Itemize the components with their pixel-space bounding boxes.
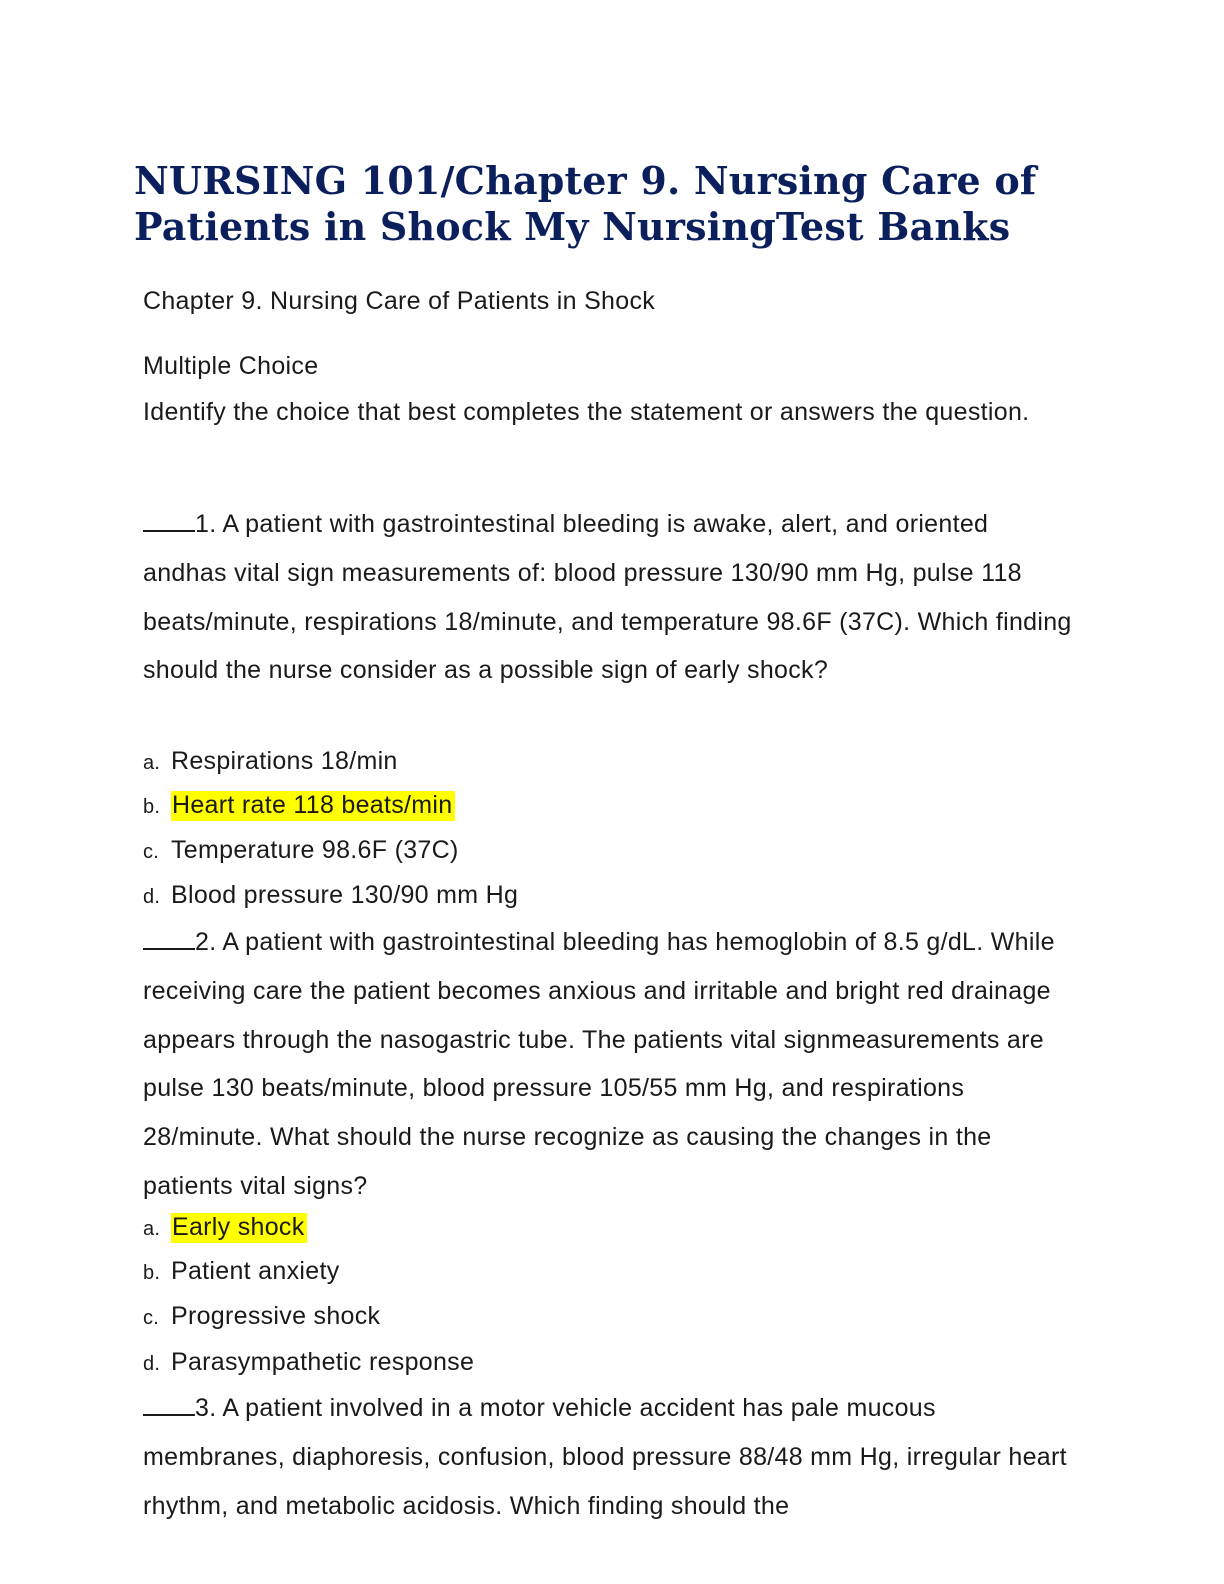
document-title: NURSING 101/Chapter 9. Nursing Care of Patients in Shock My NursingTest Banks xyxy=(134,158,1037,249)
option-text: Blood pressure 130/90 mm Hg xyxy=(171,881,519,909)
question-text: A patient with gastrointestinal bleeding is awake, alert, and oriented andhas vital sign measurements of: blood pressure 130/90 mm Hg, pulse 118 beats/minute, respirations 18/minute, and temperature 98.6F (37C). Which finding should the nurse consider as a possible sign of early shock? xyxy=(143,510,1072,685)
section-label: Multiple Choice xyxy=(143,352,319,380)
question-3 xyxy=(143,1384,1073,1530)
instructions-text: Identify the choice that best completes the statement or answers the question. xyxy=(143,398,1030,426)
highlighted-answer: Heart rate 118 beats/min xyxy=(172,791,453,819)
option-1a xyxy=(143,744,398,780)
option-text: Respirations 18/min xyxy=(171,747,398,775)
option-text: Progressive shock xyxy=(171,1302,381,1330)
option-text: Temperature 98.6F (37C) xyxy=(171,836,459,864)
question-number: 1. xyxy=(195,510,217,538)
option-letter: b. xyxy=(143,1262,161,1284)
option-letter: a. xyxy=(143,1218,161,1240)
option-2b xyxy=(143,1254,340,1290)
option-letter: c. xyxy=(143,841,160,863)
answer-blank xyxy=(143,1390,195,1416)
option-1c xyxy=(143,833,459,869)
question-number: 3. xyxy=(195,1394,217,1422)
option-letter: b. xyxy=(143,796,161,818)
question-2 xyxy=(143,918,1073,1211)
chapter-heading: Chapter 9. Nursing Care of Patients in Shock xyxy=(143,287,656,315)
question-text: A patient involved in a motor vehicle accident has pale mucous membranes, diaphoresis, confusion, blood pressure 88/48 mm Hg, irregular heart rhythm, and metabolic acidosis. Which finding should the xyxy=(143,1394,1067,1520)
option-letter: d. xyxy=(143,1353,161,1375)
question-text: A patient with gastrointestinal bleeding has hemoglobin of 8.5 g/dL. While receiving care the patient becomes anxious and irritable and bright red drainage appears through the nasogastric tube. The patients vital signmeasurements are pulse 130 beats/minute, blood pressure 105/55 mm Hg, and respirations 28/minute. What should the nurse recognize as causing the changes in the patients vital signs? xyxy=(143,928,1055,1200)
question-1 xyxy=(143,500,1073,695)
option-text: Parasympathetic response xyxy=(171,1348,475,1376)
question-number: 2. xyxy=(195,928,217,956)
answer-blank xyxy=(143,506,195,532)
option-letter: c. xyxy=(143,1307,160,1329)
option-2c xyxy=(143,1299,380,1335)
option-letter: a. xyxy=(143,752,161,774)
highlighted-answer: Early shock xyxy=(172,1213,305,1241)
option-letter: d. xyxy=(143,886,161,908)
option-2a xyxy=(143,1210,307,1246)
option-text: Patient anxiety xyxy=(171,1257,340,1285)
option-1b xyxy=(143,788,455,824)
option-2d xyxy=(143,1345,474,1381)
option-1d xyxy=(143,878,518,914)
answer-blank xyxy=(143,924,195,950)
